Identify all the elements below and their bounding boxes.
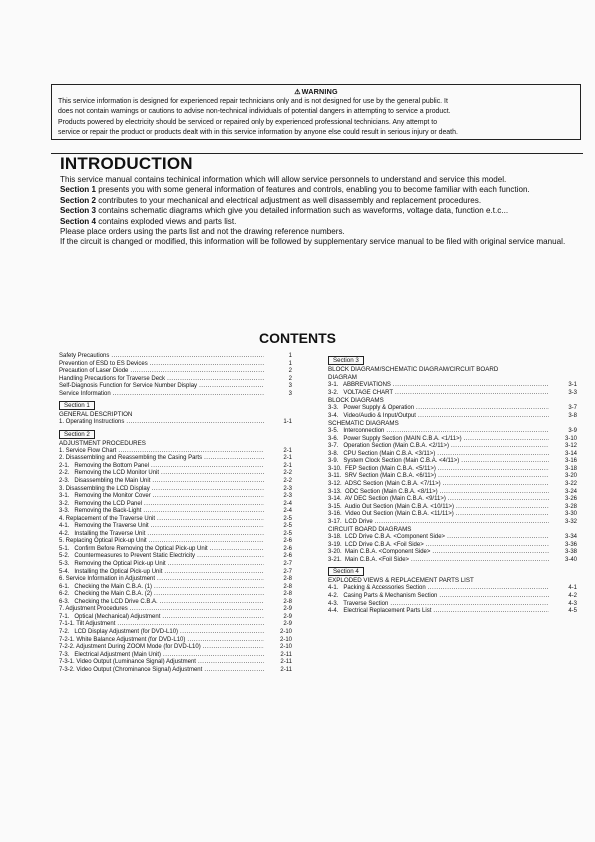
entry-page-number: 2-8 bbox=[283, 576, 292, 583]
entry-page-number: 3-22 bbox=[564, 481, 577, 488]
dot-leader bbox=[438, 466, 549, 474]
contents-group-heading: DIAGRAM bbox=[328, 374, 357, 381]
contents-entry[interactable] bbox=[59, 470, 292, 478]
dot-leader bbox=[149, 538, 264, 546]
contents-entry[interactable] bbox=[59, 629, 292, 637]
entry-page-number: 2-7 bbox=[283, 561, 292, 568]
contents-group-heading: CIRCUIT BOARD DIAGRAMS bbox=[328, 526, 412, 534]
contents-entry[interactable] bbox=[328, 473, 577, 481]
dot-leader bbox=[130, 606, 264, 614]
contents-entry[interactable] bbox=[59, 361, 292, 369]
dot-leader bbox=[164, 569, 264, 577]
dot-leader bbox=[439, 593, 549, 601]
entry-page-number: 2-1 bbox=[283, 447, 292, 454]
contents-group-heading: ADJUSTMENT PROCEDURES bbox=[59, 439, 146, 447]
contents-entry[interactable] bbox=[328, 504, 577, 512]
introduction-heading: INTRODUCTION bbox=[60, 154, 193, 173]
entry-title: 5. Replacing Optical Pick-up Unit bbox=[59, 538, 147, 545]
entry-title: 4-4. Electrical Replacement Parts List bbox=[328, 608, 432, 615]
section-label-box: Section 3 bbox=[328, 356, 364, 365]
dot-leader bbox=[130, 368, 264, 376]
dot-leader bbox=[393, 382, 549, 390]
dot-leader bbox=[154, 591, 264, 599]
entry-page-number: 2-11 bbox=[280, 651, 292, 658]
contents-entry[interactable] bbox=[328, 542, 577, 550]
warning-triangle-icon: ⚠ bbox=[294, 89, 301, 96]
dot-leader bbox=[390, 601, 549, 609]
section-marker bbox=[328, 564, 577, 577]
entry-title: 7-2. LCD Display Adjustment (for DVD-L10) bbox=[59, 628, 179, 635]
contents-entry[interactable] bbox=[59, 391, 292, 399]
entry-title: 3-3. Removing the Back-Light bbox=[59, 508, 142, 515]
entry-page-number: 3-32 bbox=[564, 518, 577, 525]
entry-title: Self-Diagnosis Function for Service Number Display bbox=[59, 383, 198, 390]
entry-page-number: 3-38 bbox=[564, 549, 577, 556]
dot-leader bbox=[438, 473, 549, 481]
dot-leader bbox=[426, 542, 549, 550]
dot-leader bbox=[167, 376, 264, 384]
intro-section-2: Section 2 contributes to your mechanical and electrical adjustment as well disassembly and replacement procedures. bbox=[60, 195, 482, 205]
contents-entry[interactable] bbox=[328, 390, 577, 398]
entry-title: 3-17. LCD Drive bbox=[328, 518, 373, 525]
entry-page-number: 2-4 bbox=[283, 508, 292, 515]
dot-leader bbox=[395, 390, 549, 398]
dot-leader bbox=[163, 652, 264, 660]
section-marker bbox=[328, 353, 577, 366]
entry-title: 3-12. ADSC Section (Main C.B.A. <7/11>) bbox=[328, 481, 441, 488]
contents-entry[interactable] bbox=[328, 534, 577, 542]
entry-title: 3-5. Interconnection bbox=[328, 428, 385, 435]
contents-entry[interactable] bbox=[328, 593, 577, 601]
contents-entry[interactable] bbox=[59, 599, 292, 607]
entry-page-number: 2-5 bbox=[283, 515, 292, 522]
entry-title: 5-4. Installing the Optical Pick-up Unit bbox=[59, 568, 163, 575]
dot-leader bbox=[418, 413, 549, 421]
entry-title: 3-1. ABBREVIATIONS bbox=[328, 382, 391, 388]
contents-group-heading: SCHEMATIC DIAGRAMS bbox=[328, 420, 399, 428]
dot-leader bbox=[447, 534, 549, 542]
entry-page-number: 3-28 bbox=[564, 503, 577, 510]
entry-title: 4. Replacement of the Traverse Unit bbox=[59, 515, 156, 522]
entry-page-number: 3 bbox=[288, 390, 292, 397]
entry-title: 1. Operating Instructions bbox=[59, 419, 125, 426]
entry-page-number: 3-8 bbox=[568, 412, 577, 419]
introduction-body bbox=[60, 175, 576, 248]
intro-section-1: Section 1 presents you with some general information of features and controls, enabling you to become familiar with each function. bbox=[60, 185, 530, 195]
contents-entry[interactable] bbox=[59, 448, 292, 456]
entry-title: 3-14. AV DEC Section (Main C.B.A. <9/11>) bbox=[328, 496, 446, 503]
contents-entry[interactable] bbox=[328, 519, 577, 527]
dot-leader bbox=[157, 576, 264, 584]
entry-page-number: 3-18 bbox=[564, 465, 577, 472]
dot-leader bbox=[151, 523, 264, 531]
section-label-box: Section 2 bbox=[59, 430, 95, 439]
dot-leader bbox=[448, 496, 549, 504]
entry-title: 3-8. CPU Section (Main C.B.A. <3/11>) bbox=[328, 450, 436, 457]
contents-heading: CONTENTS bbox=[259, 330, 336, 346]
dot-leader bbox=[198, 659, 264, 667]
entry-title: 3-4. Video/Audio & Input/Output bbox=[328, 412, 416, 419]
contents-entry[interactable] bbox=[328, 489, 577, 497]
dot-leader bbox=[152, 486, 264, 494]
entry-page-number: 2-6 bbox=[283, 538, 292, 545]
entry-title: 3-2. VOLTAGE CHART bbox=[328, 389, 394, 396]
contents-entry[interactable] bbox=[59, 667, 292, 675]
dot-leader bbox=[428, 585, 549, 593]
entry-page-number: 2-4 bbox=[283, 500, 292, 507]
contents-entry[interactable] bbox=[59, 508, 292, 516]
entry-title: 3-11. SRV Section (Main C.B.A. <6/11>) bbox=[328, 473, 437, 480]
entry-page-number: 3-1 bbox=[568, 382, 577, 388]
dot-leader bbox=[461, 458, 549, 466]
entry-title: 7. Adjustment Procedures bbox=[59, 606, 128, 613]
dot-leader bbox=[111, 353, 264, 361]
contents-entry[interactable] bbox=[59, 606, 292, 614]
entry-title: 4-3. Traverse Section bbox=[328, 600, 389, 607]
entry-page-number: 3-7 bbox=[568, 405, 577, 412]
entry-title: 2-3. Disassembling the Main Unit bbox=[59, 478, 151, 485]
dot-leader bbox=[386, 428, 549, 436]
entry-page-number: 3-26 bbox=[564, 496, 577, 503]
entry-page-number: 4-1 bbox=[568, 585, 577, 592]
entry-page-number: 3-24 bbox=[564, 488, 577, 495]
entry-title: 4-1. Packing & Accessories Section bbox=[328, 585, 426, 592]
dot-leader bbox=[152, 478, 264, 486]
entry-page-number: 2-1 bbox=[283, 455, 292, 462]
warning-line: Products powered by electricity should be serviced or repaired only by experienced professional technicians. Any attempt to bbox=[58, 118, 438, 126]
contents-entry[interactable] bbox=[59, 621, 292, 629]
contents-entry[interactable] bbox=[59, 576, 292, 584]
entry-title: 3-9. System Clock Section (Main C.B.A. <4/11>) bbox=[328, 458, 460, 465]
contents-entry[interactable] bbox=[59, 538, 292, 546]
entry-page-number: 4-3 bbox=[568, 600, 577, 607]
contents-entry[interactable] bbox=[59, 478, 292, 486]
contents-group-heading: BLOCK DIAGRAMS bbox=[328, 397, 384, 405]
contents-entry[interactable] bbox=[59, 637, 292, 645]
contents-entry[interactable] bbox=[328, 382, 577, 390]
entry-page-number: 2-3 bbox=[283, 485, 292, 492]
contents-entry[interactable] bbox=[328, 549, 577, 557]
contents-entry[interactable] bbox=[59, 463, 292, 471]
dot-leader bbox=[199, 383, 264, 391]
entry-title: 7-2-2. Adjustment During ZOOM Mode (for DVD-L10) bbox=[59, 644, 201, 651]
dot-leader bbox=[147, 531, 264, 539]
section-label-box: Section 1 bbox=[59, 401, 95, 410]
entry-title: 7-1-1. Tilt Adjustment bbox=[59, 621, 116, 628]
entry-title: 4-1. Removing the Traverse Unit bbox=[59, 523, 149, 530]
entry-title: 3-7. Operation Section (Main C.B.A. <2/11>) bbox=[328, 443, 449, 450]
entry-title: 6-1. Checking the Main C.B.A. (1) bbox=[59, 583, 153, 590]
contents-entry[interactable] bbox=[328, 608, 577, 616]
entry-page-number: 3-16 bbox=[564, 458, 577, 465]
entry-title: 2-2. Removing the LCD Monitor Unit bbox=[59, 470, 160, 477]
dot-leader bbox=[437, 451, 549, 459]
entry-page-number: 2 bbox=[288, 368, 292, 375]
entry-title: Handling Precautions for Traverse Deck bbox=[59, 375, 166, 382]
dot-leader bbox=[197, 553, 264, 561]
contents-entry[interactable] bbox=[59, 383, 292, 391]
dot-leader bbox=[143, 508, 264, 516]
contents-entry[interactable] bbox=[59, 455, 292, 463]
dot-leader bbox=[433, 608, 549, 616]
entry-title: 7-2-1. White Balance Adjustment (for DVD-L10) bbox=[59, 636, 186, 643]
entry-page-number: 3-9 bbox=[568, 428, 577, 435]
entry-title: 6-3. Checking the LCD Drive C.B.A. bbox=[59, 598, 158, 605]
contents-entry[interactable] bbox=[328, 496, 577, 504]
dot-leader bbox=[154, 584, 264, 592]
contents-entry[interactable] bbox=[328, 428, 577, 436]
dot-leader bbox=[113, 391, 264, 399]
contents-entry[interactable] bbox=[59, 486, 292, 494]
entry-page-number: 3-10 bbox=[564, 435, 577, 442]
contents-entry[interactable] bbox=[59, 493, 292, 501]
contents-entry[interactable] bbox=[328, 405, 577, 413]
entry-page-number: 2-9 bbox=[283, 613, 292, 620]
dot-leader bbox=[210, 546, 264, 554]
dot-leader bbox=[157, 516, 264, 524]
contents-entry[interactable] bbox=[59, 659, 292, 667]
intro-paragraph: Please place orders using the parts list and not the drawing reference numbers. bbox=[60, 227, 345, 237]
contents-entry[interactable] bbox=[328, 481, 577, 489]
section-marker bbox=[59, 427, 292, 440]
entry-page-number: 2-10 bbox=[279, 644, 292, 651]
entry-title: 3-20. Main C.B.A. <Component Side> bbox=[328, 549, 431, 556]
entry-title: 6. Service Information in Adjustment bbox=[59, 576, 156, 583]
contents-entry[interactable] bbox=[328, 458, 577, 466]
entry-page-number: 2-8 bbox=[283, 591, 292, 598]
warning-box bbox=[51, 84, 581, 140]
entry-title: 3-18. LCD Drive C.B.A. <Component Side> bbox=[328, 534, 446, 541]
entry-title: 4-2. Installing the Traverse Unit bbox=[59, 530, 146, 537]
dot-leader bbox=[464, 436, 549, 444]
dot-leader bbox=[375, 519, 549, 527]
entry-page-number: 2-8 bbox=[283, 598, 292, 605]
entry-page-number: 2-6 bbox=[283, 553, 292, 560]
entry-page-number: 2-11 bbox=[280, 666, 292, 673]
entry-page-number: 2-3 bbox=[283, 493, 292, 500]
dot-leader bbox=[187, 637, 264, 645]
entry-page-number: 1 bbox=[288, 360, 292, 367]
contents-right-column bbox=[328, 353, 577, 616]
dot-leader bbox=[451, 443, 549, 451]
contents-entry[interactable] bbox=[59, 652, 292, 660]
dot-leader bbox=[151, 463, 264, 471]
contents-entry[interactable] bbox=[59, 591, 292, 599]
entry-page-number: 3-30 bbox=[564, 511, 577, 518]
contents-group-heading: BLOCK DIAGRAM/SCHEMATIC DIAGRAM/CIRCUIT BOARD bbox=[328, 366, 499, 373]
entry-page-number: 3 bbox=[288, 383, 292, 390]
contents-entry[interactable] bbox=[328, 601, 577, 609]
entry-title: 5-1. Confirm Before Removing the Optical Pick-up Unit bbox=[59, 545, 208, 552]
entry-title: Safety Precautions bbox=[59, 353, 110, 359]
entry-page-number: 3-20 bbox=[564, 473, 577, 480]
dot-leader bbox=[153, 493, 264, 501]
contents-entry[interactable] bbox=[59, 553, 292, 561]
warning-title: ⚠WARNING bbox=[294, 87, 338, 96]
dot-leader bbox=[118, 448, 264, 456]
entry-title: 1. Service Flow Chart bbox=[59, 447, 117, 454]
section-label-box: Section 4 bbox=[328, 567, 364, 576]
contents-entry[interactable] bbox=[328, 511, 577, 519]
entry-page-number: 2-5 bbox=[283, 523, 292, 530]
entry-title: 5-2. Countermeasures to Prevent Static Electricity bbox=[59, 553, 196, 560]
contents-entry[interactable] bbox=[59, 561, 292, 569]
intro-section-4: Section 4 contains exploded views and parts list. bbox=[60, 216, 237, 226]
entry-page-number: 2-5 bbox=[283, 530, 292, 537]
entry-page-number: 3-36 bbox=[564, 541, 577, 548]
contents-entry[interactable] bbox=[328, 585, 577, 593]
contents-entry[interactable] bbox=[59, 523, 292, 531]
dot-leader bbox=[456, 504, 549, 512]
contents-entry[interactable] bbox=[328, 557, 577, 565]
contents-entry[interactable] bbox=[59, 516, 292, 524]
contents-entry[interactable] bbox=[59, 531, 292, 539]
intro-section-3: Section 3 contains schematic diagrams which give you detailed information such as waveforms, voltage data, function e.t.c... bbox=[60, 206, 509, 216]
intro-paragraph: This service manual contains techinical information which will allow service personnels to understand and service this model. bbox=[60, 175, 507, 184]
entry-title: 3-2. Removing the LCD Panel bbox=[59, 500, 143, 507]
entry-page-number: 3-12 bbox=[564, 443, 577, 450]
entry-title: 3-1. Removing the Monitor Cover bbox=[59, 493, 151, 500]
entry-page-number: 2-7 bbox=[283, 568, 292, 575]
entry-page-number: 2-2 bbox=[283, 470, 292, 477]
entry-page-number: 2-10 bbox=[279, 636, 292, 643]
entry-page-number: 3-3 bbox=[568, 389, 577, 396]
contents-group-heading: EXPLODED VIEWS & REPLACEMENT PARTS LIST bbox=[328, 577, 474, 585]
contents-group-heading: GENERAL DESCRIPTION bbox=[59, 411, 133, 419]
contents-entry[interactable] bbox=[59, 584, 292, 592]
entry-page-number: 2-9 bbox=[283, 606, 292, 613]
contents-entry[interactable] bbox=[59, 501, 292, 509]
entry-page-number: 2-6 bbox=[283, 545, 292, 552]
contents-entry[interactable] bbox=[59, 368, 292, 376]
entry-page-number: 4-2 bbox=[568, 593, 577, 600]
contents-entry[interactable] bbox=[59, 614, 292, 622]
section-marker bbox=[59, 398, 292, 411]
entry-title: 3-13. ODC Section (Main C.B.A. <8/11>) bbox=[328, 488, 438, 495]
entry-title: 3-3. Power Supply & Operation bbox=[328, 405, 415, 412]
intro-paragraph: If the circuit is changed or modified, this information will be followed by supplementary service manual to be filed with original service manual. bbox=[60, 237, 566, 247]
dot-leader bbox=[411, 557, 549, 565]
entry-page-number: 3-34 bbox=[564, 534, 577, 541]
contents-entry[interactable] bbox=[328, 413, 577, 421]
contents-entry[interactable] bbox=[328, 436, 577, 444]
entry-page-number: 2 bbox=[288, 375, 292, 382]
dot-leader bbox=[440, 489, 549, 497]
entry-page-number: 4-5 bbox=[568, 608, 577, 615]
entry-title: 2-1. Removing the Bottom Panel bbox=[59, 462, 150, 469]
dot-leader bbox=[416, 405, 549, 413]
entry-title: 7-3-2. Video Output (Chrominance Signal) Adjustment bbox=[59, 666, 203, 673]
warning-line: service or repair the product or products dealt with in this service information by anyone else could result in serious injury or death. bbox=[58, 129, 458, 137]
entry-page-number: 2-10 bbox=[279, 628, 292, 635]
entry-title: 3-15. Audio Out Section (Main C.B.A. <10/11>) bbox=[328, 503, 454, 510]
contents-entry[interactable] bbox=[59, 419, 292, 427]
contents-entry[interactable] bbox=[59, 569, 292, 577]
dot-leader bbox=[117, 621, 264, 629]
entry-title: Precaution of Laser Diode bbox=[59, 368, 129, 375]
contents-entry[interactable] bbox=[328, 466, 577, 474]
dot-leader bbox=[180, 629, 264, 637]
dot-leader bbox=[161, 470, 264, 478]
contents-entry[interactable] bbox=[59, 376, 292, 384]
entry-title: 6-2. Checking the Main C.B.A. (2) bbox=[59, 591, 153, 598]
entry-title: 7-3-1. Video Output (Luminance Signal) Adjustment bbox=[59, 659, 196, 666]
dot-leader bbox=[432, 549, 549, 557]
contents-entry[interactable] bbox=[59, 353, 292, 361]
entry-title: Service Information bbox=[59, 390, 111, 397]
dot-leader bbox=[443, 481, 549, 489]
entry-page-number: 2-11 bbox=[280, 659, 292, 666]
entry-title: 5-3. Removing the Optical Pick-up Unit bbox=[59, 561, 166, 568]
dot-leader bbox=[150, 361, 264, 369]
contents-entry[interactable] bbox=[328, 443, 577, 451]
warning-line: This service information is designed for experienced repair technicians only and is not designed for use by the general public. It bbox=[58, 98, 448, 105]
entry-title: 4-2. Casing Parts & Mechanism Section bbox=[328, 593, 438, 600]
entry-page-number: 3-14 bbox=[564, 450, 577, 457]
contents-left-column bbox=[59, 353, 292, 674]
entry-title: 3. Disassembling the LCD Display bbox=[59, 485, 150, 492]
dot-leader bbox=[126, 419, 264, 427]
dot-leader bbox=[204, 455, 264, 463]
entry-page-number: 2-1 bbox=[283, 462, 292, 469]
dot-leader bbox=[456, 511, 549, 519]
contents-entry[interactable] bbox=[328, 451, 577, 459]
dot-leader bbox=[203, 644, 264, 652]
entry-title: Prevention of ESD to ES Devices bbox=[59, 360, 148, 367]
entry-title: 3-10. FEP Section (Main C.B.A. <5/11>) bbox=[328, 465, 436, 472]
dot-leader bbox=[160, 599, 264, 607]
entry-title: 3-16. Video Out Section (Main C.B.A. <11/11>) bbox=[328, 511, 454, 518]
dot-leader bbox=[168, 561, 264, 569]
entry-title: 3-19. LCD Drive C.B.A. <Foil Side> bbox=[328, 541, 424, 548]
entry-page-number: 1 bbox=[288, 353, 292, 359]
entry-page-number: 2-2 bbox=[283, 478, 292, 485]
entry-page-number: 1-1 bbox=[283, 419, 292, 426]
warning-text bbox=[58, 97, 574, 139]
dot-leader bbox=[162, 614, 264, 622]
entry-title: 7-3. Electrical Adjustment (Main Unit) bbox=[59, 651, 162, 658]
entry-page-number: 2-9 bbox=[283, 621, 292, 628]
entry-page-number: 2-8 bbox=[283, 583, 292, 590]
dot-leader bbox=[144, 501, 264, 509]
entry-title: 3-6. Power Supply Section (MAIN C.B.A. <1/11>) bbox=[328, 435, 462, 442]
contents-entry[interactable] bbox=[59, 546, 292, 554]
entry-title: 7-1. Optical (Mechanical) Adjustment bbox=[59, 613, 161, 620]
entry-page-number: 3-40 bbox=[564, 556, 577, 563]
warning-line: does not contain warnings or cautions to advise non-technical individuals of potential dangers in attempting to service a product. bbox=[58, 108, 451, 116]
entry-title: 2. Disassembling and Reassembling the Casing Parts bbox=[59, 455, 203, 462]
dot-leader bbox=[204, 667, 264, 675]
entry-title: 3-21. Main C.B.A. <Foil Side> bbox=[328, 556, 410, 563]
contents-entry[interactable] bbox=[59, 644, 292, 652]
